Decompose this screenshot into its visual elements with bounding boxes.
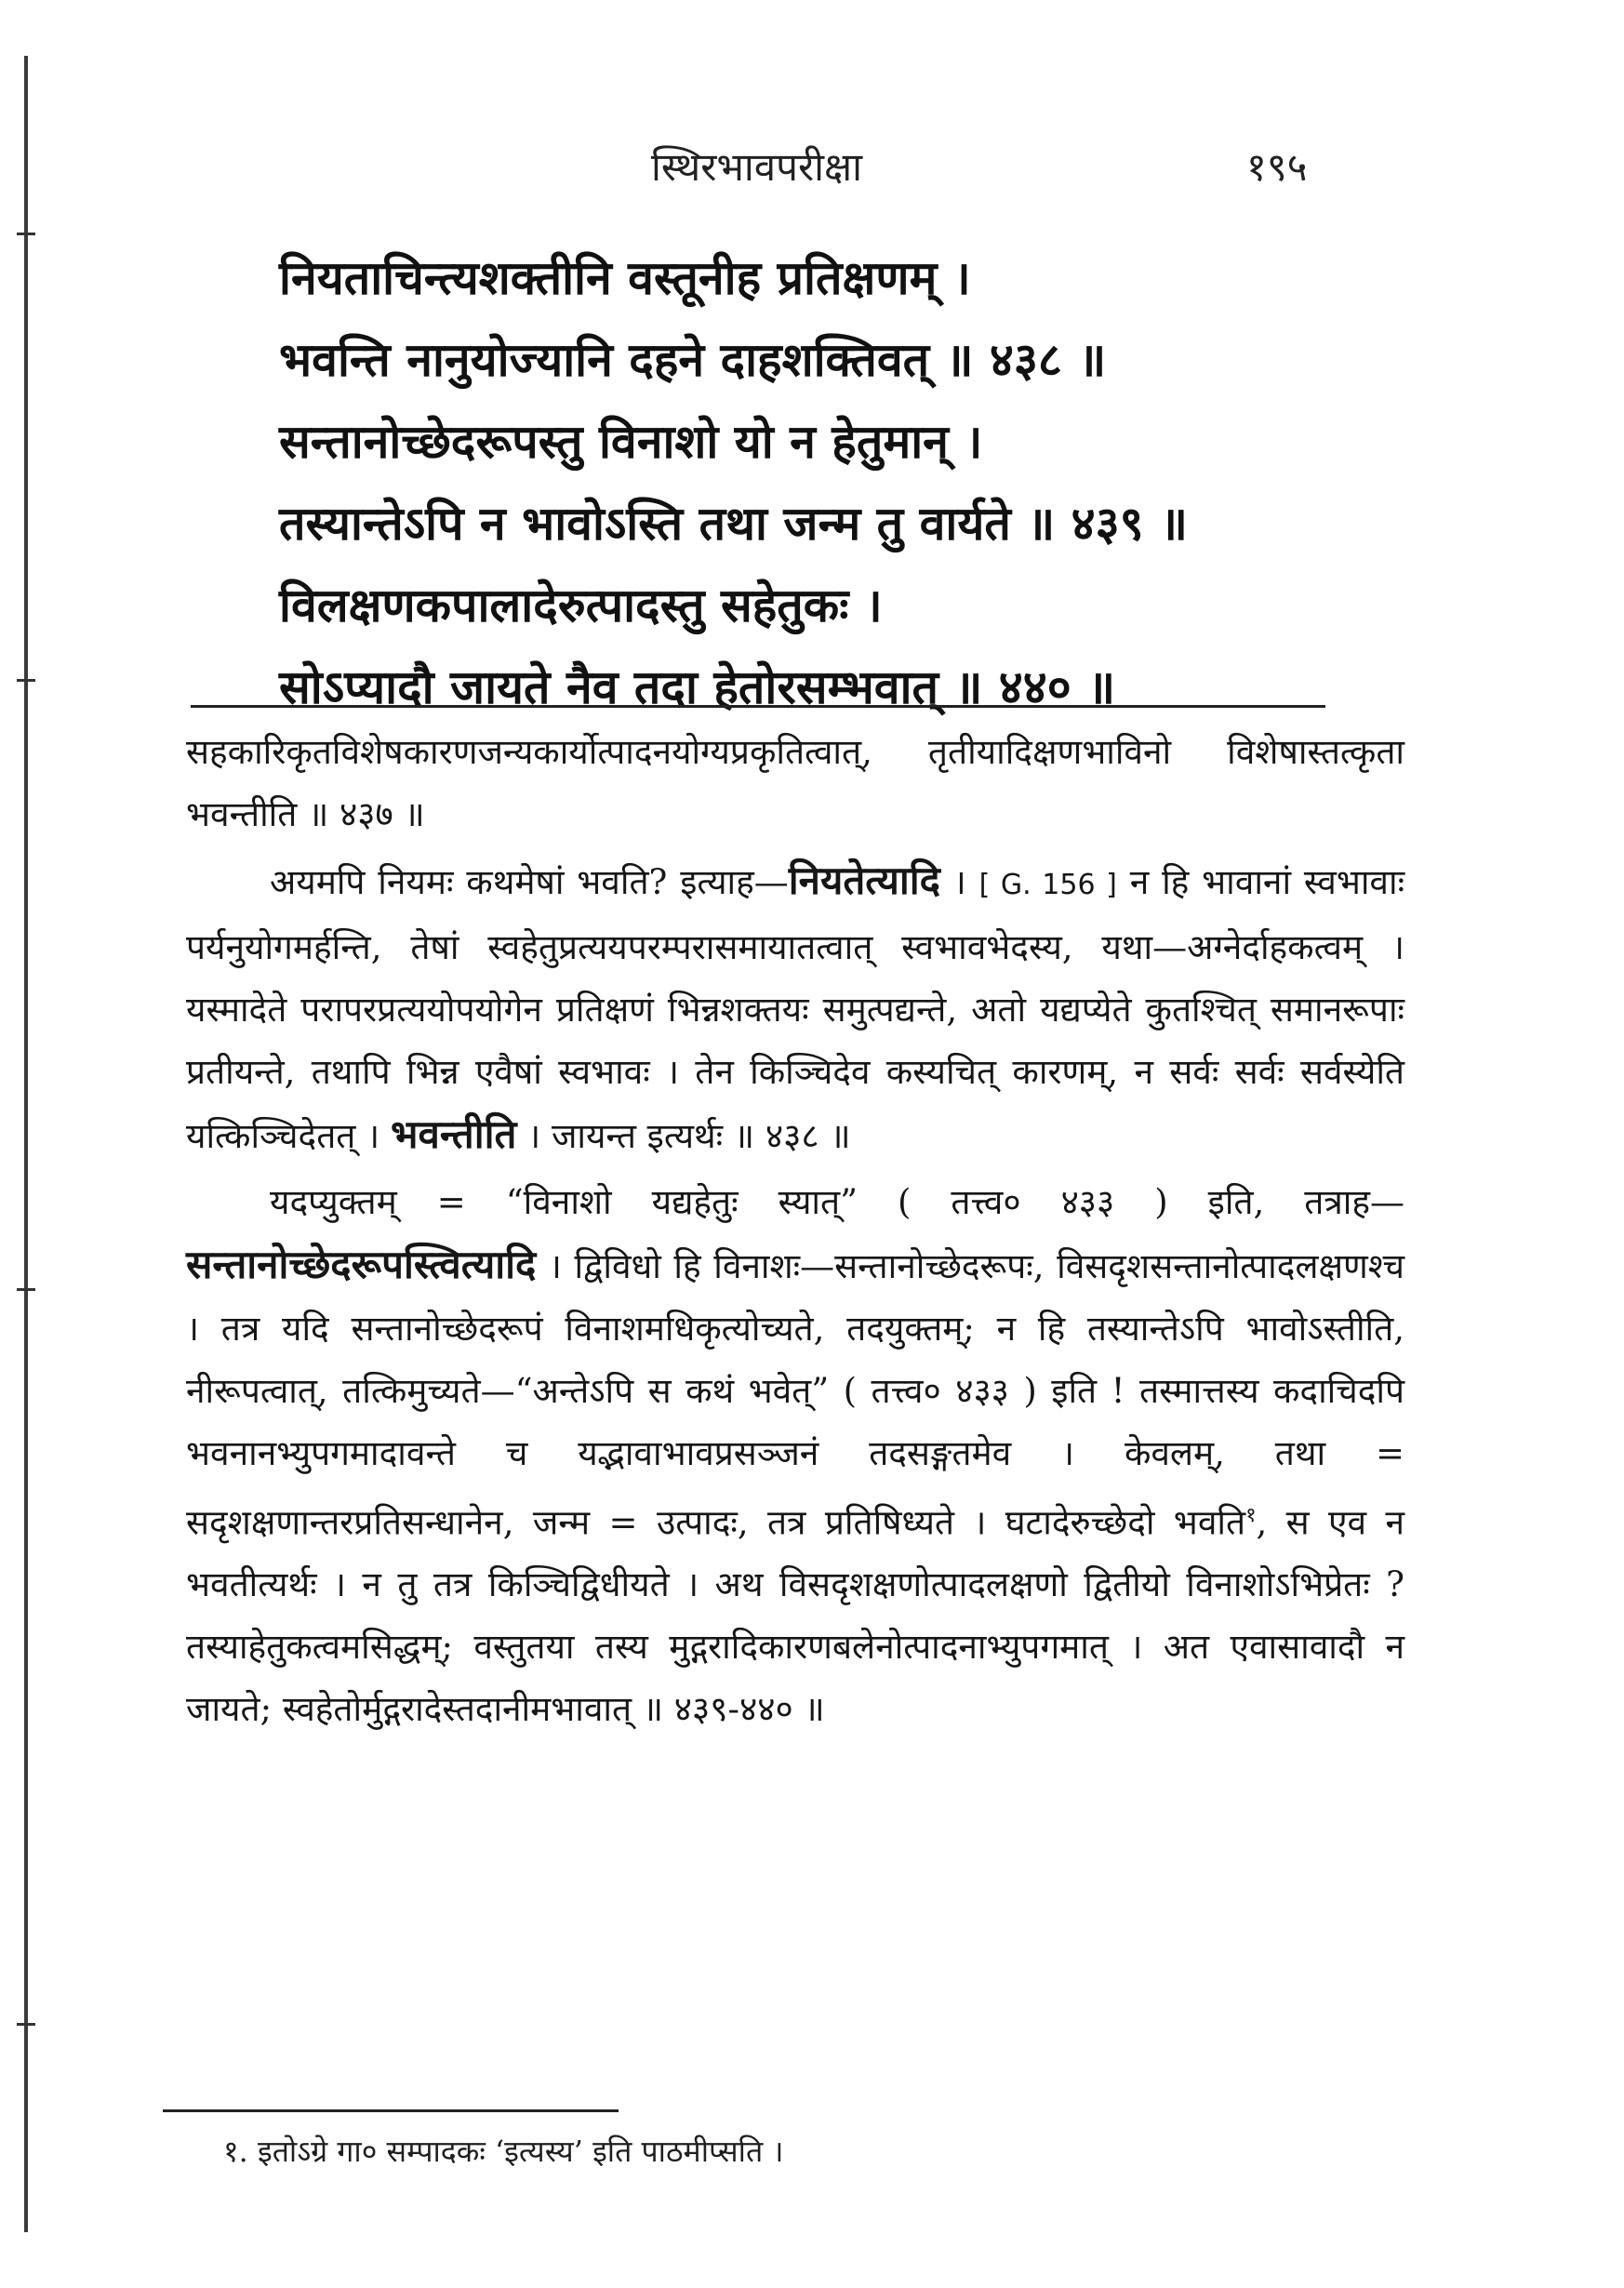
paragraph-text: । जायन्त इत्यर्थः ॥ ४३८ ॥ xyxy=(527,1116,851,1156)
verse-line: भवन्ति नानुयोज्यानि दहने दाहशक्तिवत् ॥ ४३८ ॥ xyxy=(279,332,1107,387)
margin-tick-mark xyxy=(17,679,35,682)
commentary-block xyxy=(186,721,1404,1740)
paragraph-text: , स एव न भवतीत्यर्थः । न तु तत्र किञ्चिद्विधीयते । अथ विसदृशक्षणोत्पादलक्षणो द्वितीयो विनाशोऽभिप्रेतः ? तस्याहेतुकत्वमसिद्धम्; वस्तुतया तस्य मुद्गरादिकारणबलेनोत्पादनाभ्युपगमात् । अत एवासावादौ न जायते; स्वहेतोर्मुद्गरादेस्तदानीमभावात् ॥ ४३९-४४० ॥ xyxy=(186,1502,1405,1730)
footnote-marker: १ xyxy=(1245,1504,1257,1527)
verse-separator-rule xyxy=(191,705,1325,708)
paragraph-text: । xyxy=(952,862,966,902)
lemma-text: नियतेत्यादि xyxy=(788,858,940,903)
margin-tick-mark xyxy=(17,2023,35,2026)
margin-tick-mark xyxy=(17,233,35,235)
page-header xyxy=(0,140,1624,195)
footnote: १. इतोऽग्रे गा० सम्पादकः ‘इत्यस्य’ इति पाठमीप्सति । xyxy=(223,2134,784,2169)
commentary-paragraph-2 xyxy=(186,849,1404,1167)
paragraph-text: यदप्युक्तम् = “विनाशो यद्यहेतुः स्यात्” ( तत्त्व० ४३३ ) इति, तत्राह— xyxy=(270,1182,1404,1222)
verse-line: तस्यान्तेऽपि न भावोऽस्ति तथा जन्म तु वार्यते ॥ ४३९ ॥ xyxy=(279,496,1188,551)
lemma-text: सन्तानोच्छेदरूपस्त्वित्यादि xyxy=(186,1242,537,1287)
verse-line: सन्तानोच्छेदरूपस्तु विनाशो यो न हेतुमान् । xyxy=(279,414,983,469)
verse-line: नियताचिन्त्यशक्तीनि वस्तूनीह प्रतिक्षणम् । xyxy=(279,250,971,305)
verse-block xyxy=(279,237,1395,728)
verse-line: सोऽप्यादौ जायते नैव तदा हेतोरसम्भवात् ॥ ४४० ॥ xyxy=(279,659,1116,714)
margin-binding-rule xyxy=(24,56,28,2232)
commentary-paragraph-1: सहकारिकृतविशेषकारणजन्यकार्योत्पादनयोग्यप्रकृतित्वात्, तृतीयादिक्षणभाविनो विशेषास्तत्कृता भवन्तीति ॥ ४३७ ॥ xyxy=(186,732,1404,834)
paragraph-text: । द्विविधो हि विनाशः—सन्तानोच्छेदरूपः, विसदृशसन्तानोत्पादलक्षणश्च । तत्र यदि सन्तानोच्छेदरूपं विनाशमधिकृत्योच्यते, तदयुक्तम्; न हि तस्यान्तेऽपि भावोऽस्तीति, नीरूपत्वात्, तत्किमुच्यते—“अन्तेऽपि स कथं भवेत्” ( तत्त्व० ४३३ ) इति ! तस्मात्तस्य कदाचिदपि भवनानभ्युपगमादावन्ते च यद्भावाभावप्रसञ्जनं तदसङ्गतमेव । केवलम्, तथा = सदृशक्षणान्तरप्रतिसन्धानेन, जन्म = उत्पादः, तत्र प्रतिषिध्यते । घटादेरुच्छेदो भवति xyxy=(186,1246,1404,1543)
verse-line: विलक्षणकपालादेरुत्पादस्तु सहेतुकः । xyxy=(279,578,883,632)
page-number: १९५ xyxy=(1246,144,1308,190)
lemma-text: भवन्तीति xyxy=(390,1111,517,1157)
margin-tick-mark xyxy=(17,1288,35,1291)
paragraph-text: न हि भावानां स्वभावाः पर्यनुयोगमर्हन्ति, तेषां स्वहेतुप्रत्ययपरम्परासमायातत्वात् स्वभावभेदस्य, यथा—अग्नेर्दाहकत्वम् । यस्मादेते परापरप्रत्ययोपयोगेन प्रतिक्षणं भिन्नशक्तयः समुत्पद्यन्ते, अतो यद्यप्येते कुतश्चित् समानरूपाः प्रतीयन्ते, तथापि भिन्न एवैषां स्वभावः । तेन किञ्चिदेव कस्यचित् कारणम्, न सर्वः सर्वः सर्वस्येति यत्किञ्चिदेतत् । xyxy=(186,862,1405,1156)
paragraph-text: अयमपि नियमः कथमेषां भवति? इत्याह— xyxy=(270,862,789,902)
footnote-separator-rule xyxy=(163,2109,619,2112)
commentary-paragraph-3 xyxy=(186,1171,1404,1740)
running-title: स्थिरभावपरीक्षा xyxy=(651,144,863,190)
edition-page-reference: [ G. 156 ] xyxy=(978,869,1117,901)
